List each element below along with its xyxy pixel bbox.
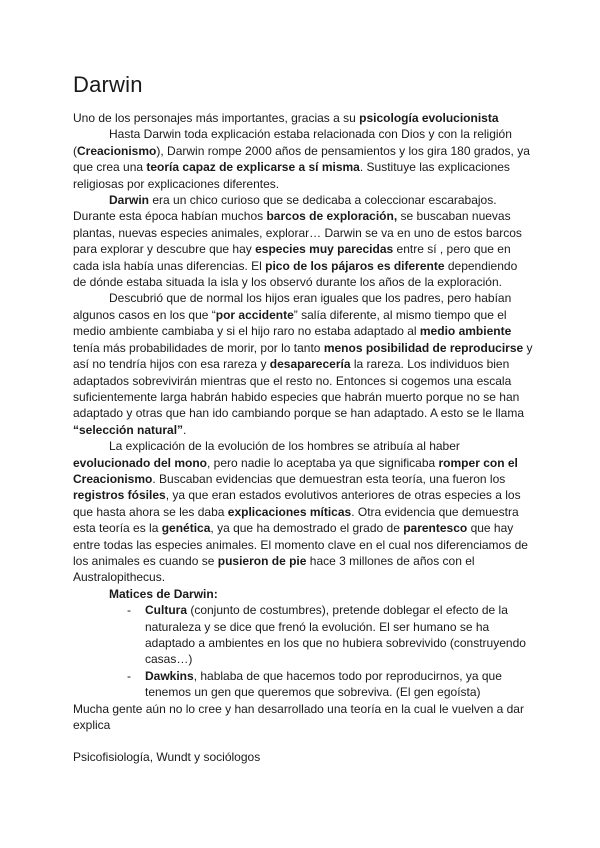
closing-paragraph: Mucha gente aún no lo cree y han desarrollado una teoría en la cual le vuelven a dar explica: [73, 701, 524, 733]
matices-heading: Matices de Darwin:: [109, 586, 218, 601]
list-item: - Cultura (conjunto de costumbres), pretende doblegar el efecto de la naturaleza y se dice que frenó la evolución. El ser humano se ha adaptado a ambientes en los que no hubiera sobrevivido (construyendo casas…): [127, 603, 526, 667]
list-item: - Dawkins, hablaba de que hacemos todo por reproducirnos, ya que tenemos un gen que queremos que sobreviva. (El gen egoísta): [127, 668, 502, 700]
paragraph-exploracion: Darwin era un chico curioso que se dedicaba a coleccionar escarabajos. Durante esta época habían muchos barcos de exploración, se buscaban nuevas plantas, nuevas especies animales, explorar… Darwin se va en uno de estos barcos para explorar y descubre que hay especies muy parecidas entre sí , pero que en cada isla había unas diferencias. El pico de los pájaros es diferente dependiendo de dónde estaba situada la isla y los observó durante los años de la exploración.: [73, 193, 522, 290]
list-dash: -: [127, 668, 131, 683]
document-page: [73, 72, 533, 766]
paragraph-creacionismo: Hasta Darwin toda explicación estaba relacionada con Dios y con la religión (Creacionismo), Darwin rompe 2000 años de pensamientos y los gira 180 grados, ya que crea una teoría capaz de explicarse a sí misma. Sustituye las explicaciones religiosas por explicaciones diferentes.: [73, 127, 530, 191]
matices-list: [73, 602, 533, 700]
footer-line: Psicofisiología, Wundt y sociólogos: [73, 750, 261, 765]
blank-line: [73, 733, 533, 749]
list-dash: -: [127, 603, 131, 618]
paragraph-seleccion-natural: Descubrió que de normal los hijos eran iguales que los padres, pero habían algunos casos en los que “por accidente” salía diferente, al mismo tiempo que el medio ambiente cambiaba y si el hijo raro no estaba adaptado al medio ambiente tenía más probabilidades de morir, por lo tanto menos posibilidad de reproducirse y así no tendría hijos con esa rareza y desaparecería la rareza. Los individuos bien adaptados sobrevivirán mientras que el resto no. Entonces si cogemos una escala suficientemente larga habrán habido especies que habrán muerto porque no se han adaptado y otras que han ido cambiando porque se han adaptado. A esto se le llama “selección natural”.: [73, 291, 533, 437]
intro-paragraph: Uno de los personajes más importantes, gracias a su psicología evolucionista: [73, 111, 499, 125]
paragraph-evolucion-hombre: La explicación de la evolución de los hombres se atribuía al haber evolucionado del mono, pero nadie lo aceptaba ya que significaba romper con el Creacionismo. Buscaban evidencias que demuestran esta teoría, una fueron los registros fósiles, ya que eran estados evolutivos anteriores de otras especies a los que hasta ahora se les daba explicaciones míticas. Otra evidencia que demuestra esta teoría es la genética, ya que ha demostrado el grado de parentesco que hay entre todas las especies animales. El momento clave en el cual nos diferenciamos de los animales es cuando se pusieron de pie hace 3 millones de años con el Australopithecus.: [73, 439, 528, 585]
document-title: Darwin: [73, 72, 143, 97]
